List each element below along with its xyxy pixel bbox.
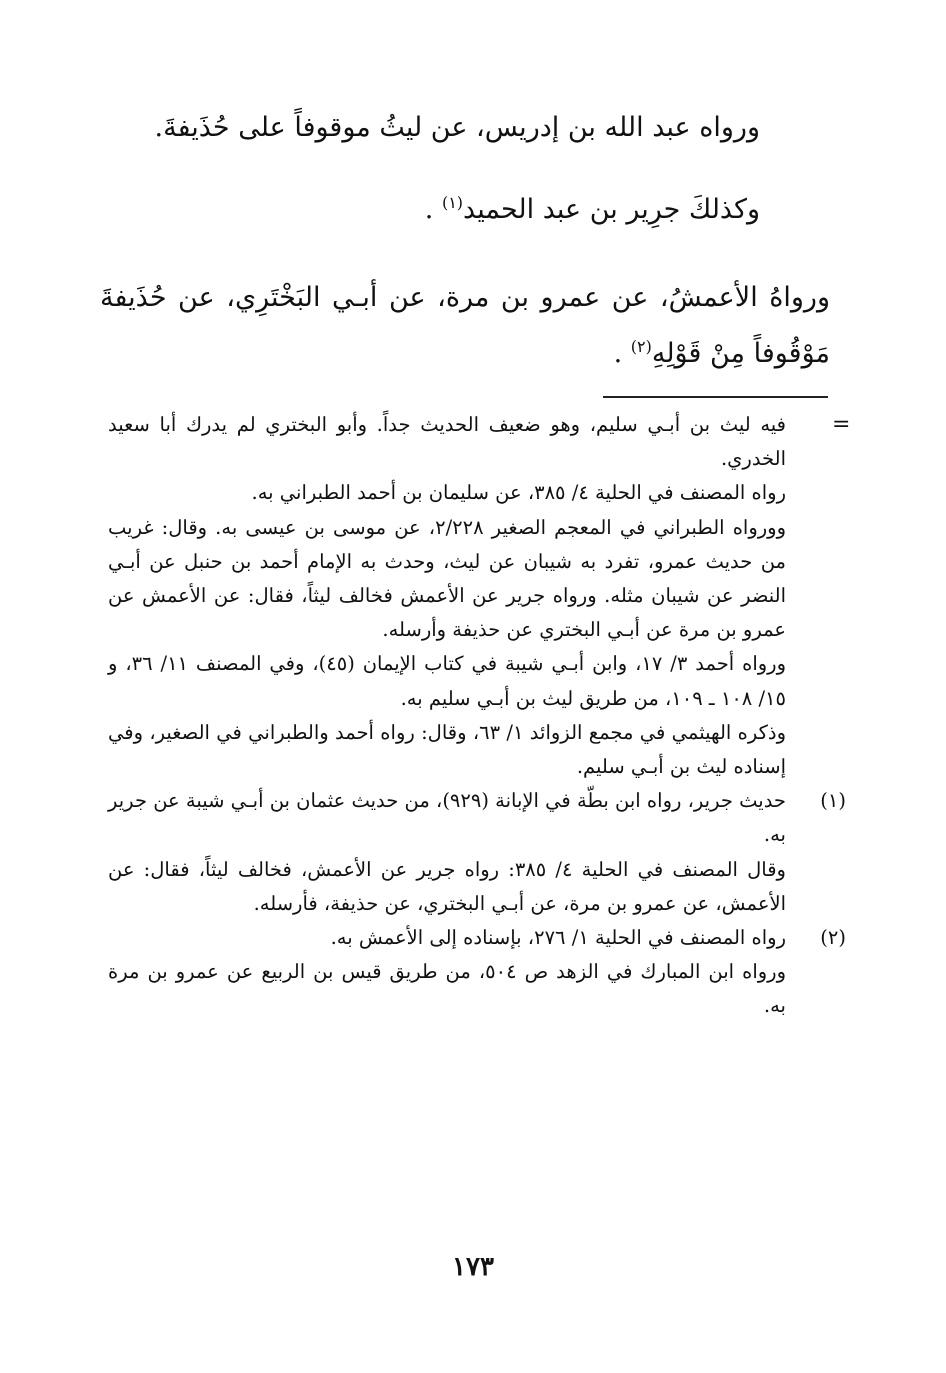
- footnote-continuation-mark: =: [832, 412, 851, 437]
- footnote-1-number: (١): [820, 789, 846, 813]
- main-line-3-end: .: [613, 338, 623, 369]
- footnote-2-paragraph: ورواه ابن المبارك في الزهد ص ٥٠٤، من طريق قيس بن الربيع عن عمرو بن مرة به.: [108, 960, 786, 1018]
- main-line-2-text: وكذلكَ جرِير بن عبد الحميد: [463, 194, 760, 225]
- footnotes-block: [108, 408, 846, 1024]
- footnote-1-paragraph: وقال المصنف في الحلية ٤/ ٣٨٥: رواه جرير عن الأعمش، فخالف ليثاً، فقال: عن الأعمش، عن عمرو بن مرة، عن أبـي البختري، عن حذيفة، فأرسله.: [108, 857, 786, 915]
- footnote-cont-paragraph: وذكره الهيثمي في مجمع الزوائد ١/ ٦٣، وقال: رواه أحمد والطبراني في الصغير، وفي إسناده ليث بن أبـي سليم.: [108, 720, 786, 779]
- footnote-ref-2[interactable]: (٢): [630, 337, 652, 356]
- footnote-cont-paragraph: وورواه الطبراني في المعجم الصغير ٢/٢٢٨، عن موسى بن عيسى به. وقال: غريب من حديث عمرو، تفرد به شيبان عن ليث، وحدث به الإمام أحمد بن حنبل عن أبـي النضر عن شيبان مثله. ورواه جرير عن الأعمش فخالف ليثاً، فقال: عن الأعمش عن عمرو بن مرة عن أبـي البختري عن حذيفة وأرسله.: [108, 515, 787, 642]
- footnote-1-paragraph: حديث جرير، رواه ابن بطّة في الإبانة (٩٢٩)، من حديث عثمان بن أبـي شيبة عن جرير به.: [108, 789, 786, 847]
- footnote-1: [108, 784, 846, 921]
- main-text-line-1: [140, 103, 760, 153]
- main-line-3-text: ورواهُ الأعمشُ، عن عمرو بن مرة، عن أبـي البَخْتَرِي، عن حُذَيفةَ مَوْقُوفاً مِنْ قَوْلِهِ: [100, 282, 830, 369]
- footnote-cont-paragraph: ورواه أحمد ٣/ ١٧، وابن أبـي شيبة في كتاب الإيمان (٤٥)، وفي المصنف ١١/ ٣٦، و ١٥/ ١٠٨ ـ ١٠٩، من طريق ليث بن أبـي سليم به.: [108, 652, 787, 710]
- main-text-line-2: [140, 185, 760, 235]
- main-line-2-wrapper: [140, 185, 760, 235]
- page-number: ١٧٣: [452, 1252, 494, 1282]
- main-line-1-text: ورواه عبد الله بن إدريس، عن ليثُ موقوفاً على حُذَيفةَ.: [154, 112, 760, 143]
- footnote-2-paragraph: رواه المصنف في الحلية ١/ ٢٧٦، بإسناده إلى الأعمش به.: [330, 926, 786, 950]
- footnote-cont-paragraph: رواه المصنف في الحلية ٤/ ٣٨٥، عن سليمان بن أحمد الطبراني به.: [251, 481, 786, 505]
- footnote-cont-paragraph: فيه ليث بن أبـي سليم، وهو ضعيف الحديث جداً. وأبو البختري لم يدرك أبا سعيد الخدري.: [108, 413, 786, 471]
- footnote-2: [108, 921, 846, 1024]
- footnote-2-number: (٢): [820, 926, 846, 950]
- main-line-2-end: .: [424, 194, 434, 225]
- footnote-ref-1[interactable]: (١): [441, 193, 464, 212]
- main-text-paragraph-3: [100, 270, 830, 382]
- footnote-separator-rule: [603, 396, 828, 398]
